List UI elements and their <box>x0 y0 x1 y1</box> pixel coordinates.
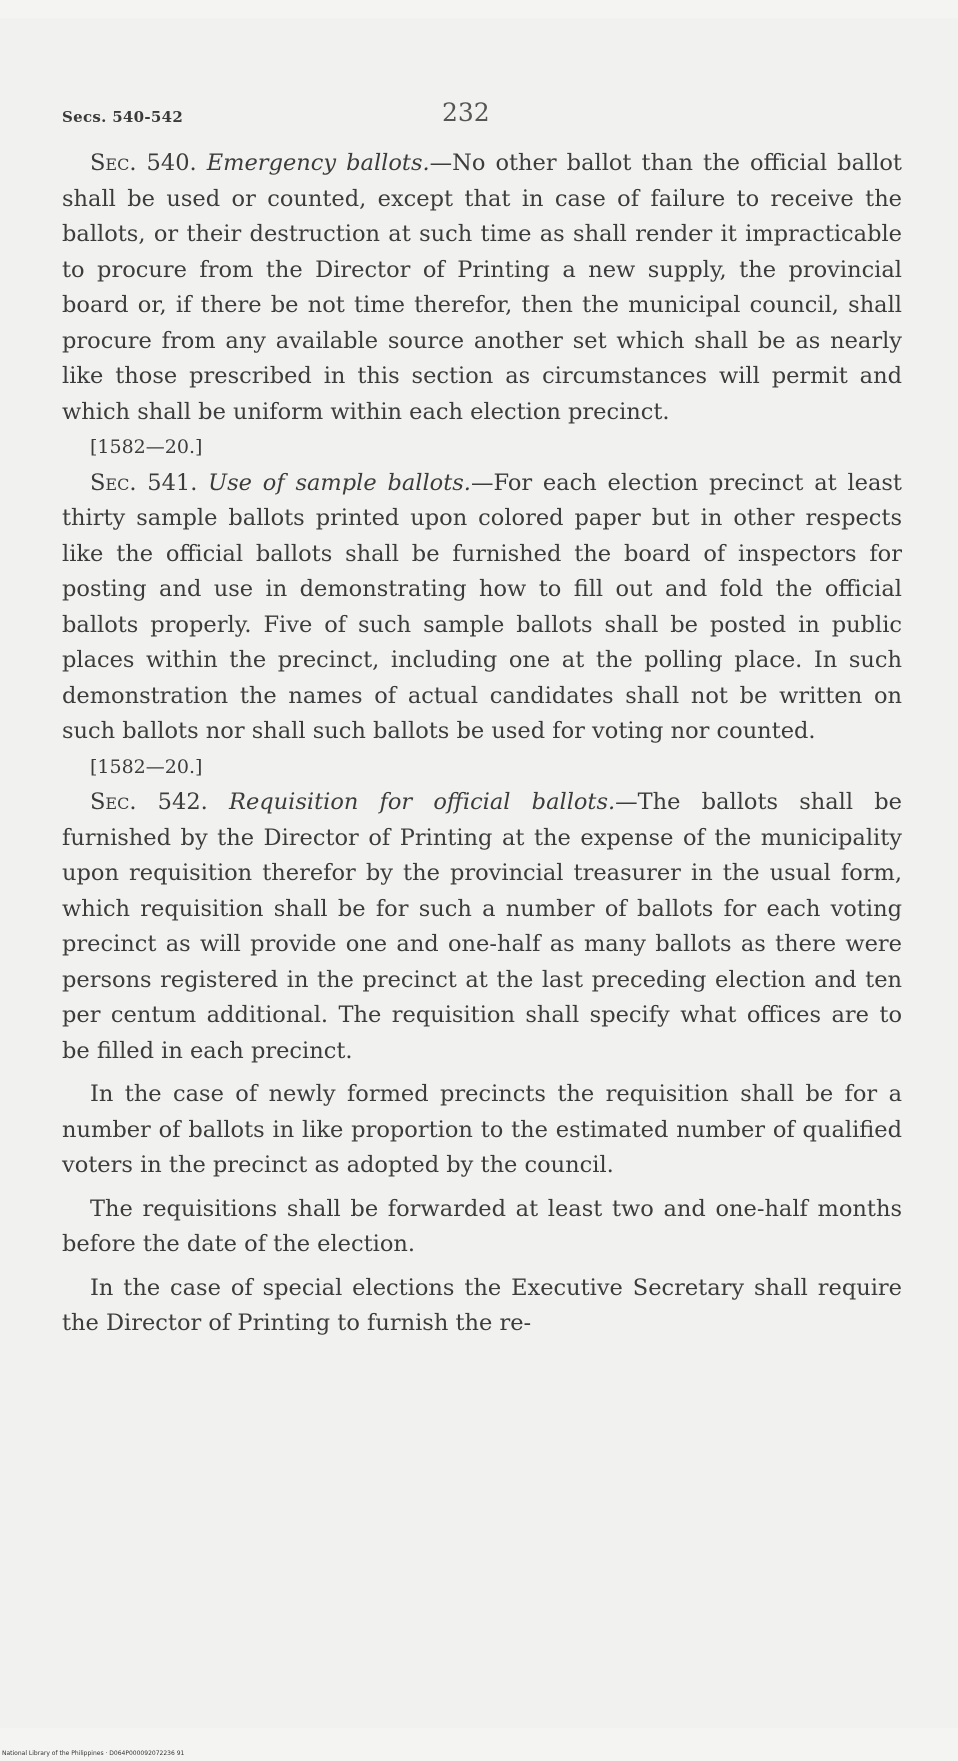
scanned-page <box>0 18 958 1728</box>
section-number: Sec. 542. <box>90 789 208 815</box>
running-head <box>62 98 902 134</box>
section-540 <box>62 146 902 430</box>
section-number: Sec. 541. <box>90 469 198 496</box>
paragraph: In the case of special elections the Executive Secretary shall require the Director of Printing to furnish the re- <box>62 1274 902 1336</box>
section-number: Sec. 540. <box>90 150 197 176</box>
section-text: —No other ballot than the official ballot shall be used or counted, except that in case of failure to receive the ballots, or their destruction at such time as shall render it impracticable to procure from the Director of Printing a new supply, the provincial board or, if there be not time therefor, then the municipal council, shall procure from any available source another set which shall be as nearly like those prescribed in this section as circumstances will permit and which shall be uniform within each election precinct. <box>62 150 902 425</box>
page-number: 232 <box>442 98 490 127</box>
paragraph: In the case of newly formed precincts the requisition shall be for a number of ballots in like proportion to the estimated number of qualified voters in the precinct as adopted by the council. <box>62 1081 902 1178</box>
section-541 <box>62 466 902 750</box>
section-reference: [1582—20.] <box>90 436 203 458</box>
section-heading: Use of sample ballots. <box>208 469 471 496</box>
paragraph: The requisitions shall be forwarded at least two and one-half months before the date of the election. <box>62 1195 902 1257</box>
section-text: —For each election precinct at least thirty sample ballots printed upon colored paper but in other respects like the official ballots shall be furnished the board of inspectors for posting and use in demonstrating how to fill out and fold the official ballots properly. Five of such sample ballots shall be posted in public places within the precinct, including one at the polling place. In such demonstration the names of actual candidates shall not be written on such ballots nor shall such ballots be used for voting nor counted. <box>62 469 902 744</box>
body-text <box>62 146 902 1342</box>
library-stamp: National Library of the Philippines · D064P000092072236 91 <box>2 1750 185 1757</box>
section-range: Secs. 540-542 <box>62 108 184 126</box>
section-reference: [1582—20.] <box>90 755 203 778</box>
section-heading: Emergency ballots. <box>206 150 430 176</box>
section-text: —The ballots shall be furnished by the Director of Printing at the expense of the municipality upon requisition therefor by the provincial treasurer in the usual form, which requisition shall be for such a number of ballots for each voting precinct as will provide one and one-half as many ballots as there were persons registered in the precinct at the last preceding election and ten per centum additional. The requisition shall specify what offices are to be filled in each precinct. <box>62 789 902 1064</box>
section-542 <box>62 785 902 1069</box>
section-heading: Requisition for official ballots. <box>229 789 616 815</box>
